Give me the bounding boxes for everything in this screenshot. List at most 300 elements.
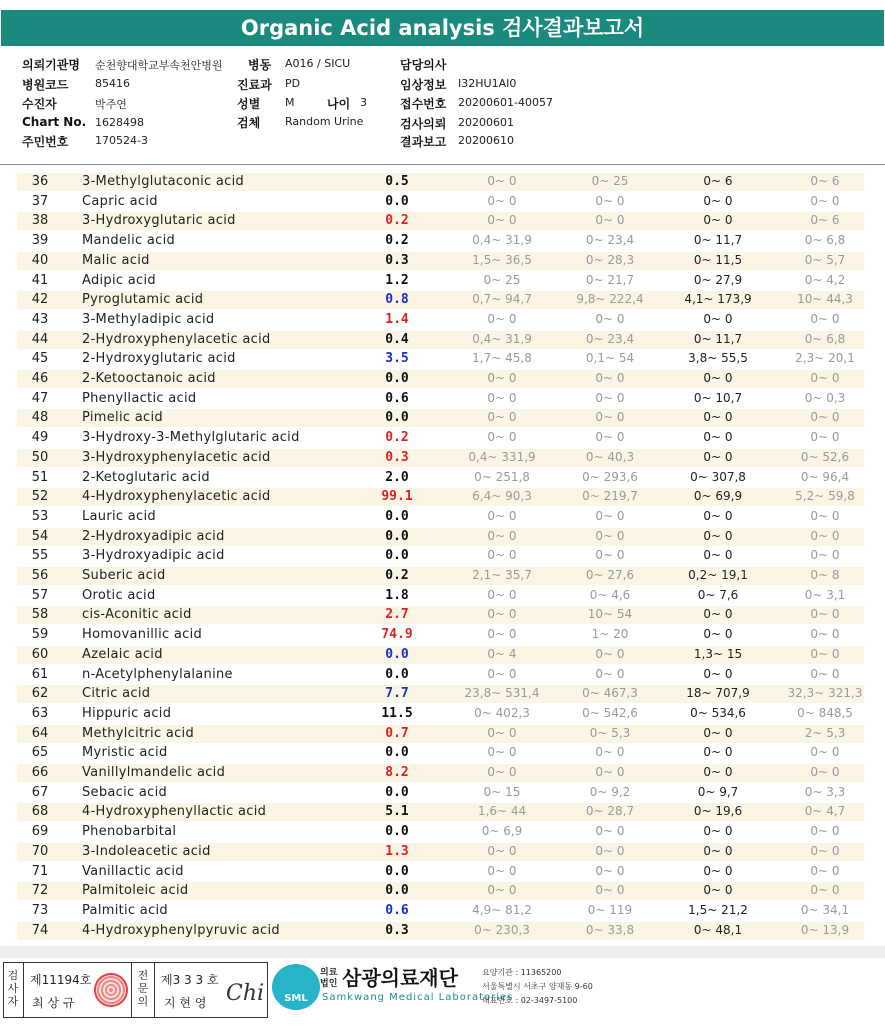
reference-range-4: 0~ 6 [810, 213, 840, 228]
reference-range-2: 0~ 23,4 [585, 233, 635, 248]
reference-range-4: 0~ 0 [810, 508, 840, 523]
reference-range-1: 0,4~ 31,9 [472, 331, 532, 346]
reference-range-3: 0~ 0 [703, 863, 733, 878]
reference-range-3: 0~ 0 [703, 548, 733, 563]
receipt-no-label: 접수번호 [400, 97, 447, 111]
reference-range-4: 0~ 96,4 [800, 469, 850, 484]
inspector-name: 최 상 규 [32, 996, 75, 1010]
reference-range-2: 0~ 0 [595, 843, 625, 858]
reference-range-1: 0~ 0 [487, 311, 517, 326]
specimen-label: 검체 [237, 116, 261, 130]
reference-range-1: 0,4~ 331,9 [468, 449, 536, 464]
result-value: 0.0 [385, 193, 409, 209]
row-number: 47 [31, 390, 49, 406]
reference-range-1: 1,6~ 44 [477, 804, 527, 819]
reference-range-4: 0~ 6,8 [804, 331, 846, 346]
org-address: 서울특별시 서초구 양재동 9-60 [482, 982, 593, 991]
table-row [0, 271, 885, 291]
table-row [0, 290, 885, 310]
reference-range-2: 0~ 0 [595, 410, 625, 425]
signature: Chi [226, 981, 265, 1006]
reference-range-4: 0~ 0 [810, 646, 840, 661]
reference-range-3: 0~ 0 [703, 725, 733, 740]
analyte-name: 4-Hydroxyphenyllactic acid [82, 804, 267, 820]
reference-range-4: 0~ 52,6 [800, 449, 850, 464]
result-value: 0.0 [385, 883, 409, 899]
reference-range-1: 0~ 0 [487, 607, 517, 622]
dept-value: PD [285, 77, 301, 90]
hospital-value: 순천향대학교부속천안병원 [95, 59, 223, 72]
reference-range-4: 0~ 0 [810, 607, 840, 622]
result-value: 74.9 [381, 627, 413, 643]
result-value: 0.2 [385, 233, 409, 249]
row-number: 37 [31, 193, 49, 209]
reference-range-3: 0~ 0 [703, 213, 733, 228]
row-number: 46 [31, 371, 49, 386]
reference-range-4: 0~ 0 [810, 666, 840, 681]
analyte-name: Methylcitric acid [82, 725, 195, 741]
row-number: 59 [31, 627, 49, 643]
table-row [0, 743, 885, 763]
reference-range-4: 0~ 0 [810, 371, 840, 385]
table-row [0, 763, 885, 783]
analyte-name: 2-Ketooctanoic acid [82, 371, 216, 386]
reference-range-1: 0~ 0 [487, 528, 517, 543]
reference-range-2: 0~ 25 [591, 174, 629, 188]
table-row [0, 251, 885, 271]
analyte-name: Palmitoleic acid [82, 883, 189, 899]
reference-range-4: 0~ 13,9 [800, 922, 850, 937]
reference-range-3: 0~ 0 [703, 607, 733, 622]
reference-range-2: 0~ 5,3 [589, 725, 631, 740]
table-row [0, 428, 885, 448]
result-value: 0.4 [385, 331, 409, 347]
specimen-value: Random Urine [285, 115, 364, 128]
table-row [0, 862, 885, 882]
analyte-name: 2-Hydroxyadipic acid [82, 528, 225, 544]
reference-range-2: 10~ 54 [587, 607, 633, 622]
reference-range-1: 0~ 0 [487, 863, 517, 878]
reference-range-4: 0~ 848,5 [797, 705, 853, 720]
analyte-name: 3-Methyladipic acid [82, 311, 215, 327]
chart-no-label: Chart No. [22, 115, 87, 129]
reference-range-2: 0~ 28,7 [585, 804, 635, 819]
row-number: 42 [31, 292, 49, 308]
reference-range-3: 0~ 9,7 [697, 784, 739, 799]
chart-no-value: 1628498 [95, 116, 144, 129]
ward-value: A016 / SICU [285, 57, 351, 70]
reference-range-2: 9,8~ 222,4 [576, 292, 644, 307]
reference-range-4: 0~ 0 [810, 745, 840, 760]
reference-range-4: 0~ 3,3 [804, 784, 846, 799]
reference-range-4: 0~ 0 [810, 193, 840, 208]
reference-range-1: 0,7~ 94,7 [472, 292, 532, 307]
result-value: 2.7 [385, 607, 409, 623]
analyte-name: Sebacic acid [82, 784, 168, 800]
reference-range-3: 4,1~ 173,9 [684, 292, 752, 307]
reference-range-2: 0~ 28,3 [585, 252, 635, 267]
result-date-value: 20200610 [458, 134, 514, 147]
reference-range-4: 0~ 8 [810, 568, 840, 582]
result-value: 0.0 [385, 548, 409, 564]
result-value: 0.8 [385, 292, 409, 308]
table-row [0, 566, 885, 586]
row-number: 64 [31, 725, 49, 741]
sex-label: 성별 [237, 97, 261, 111]
table-row [0, 468, 885, 488]
hospital-code-value: 85416 [95, 77, 130, 90]
analyte-name: n-Acetylphenylalanine [82, 666, 233, 682]
reference-range-2: 0~ 40,3 [585, 449, 635, 464]
table-row [0, 802, 885, 822]
reference-range-2: 0~ 21,7 [585, 272, 635, 287]
reference-range-3: 0~ 10,7 [693, 390, 743, 405]
analyte-name: 4-Hydroxyphenylpyruvic acid [82, 922, 280, 938]
reference-range-4: 32,3~ 321,3 [787, 686, 863, 701]
result-value: 0.0 [385, 824, 409, 840]
table-row [0, 704, 885, 724]
result-value: 0.6 [385, 390, 409, 406]
reference-range-2: 0~ 0 [595, 390, 625, 405]
reference-range-3: 0~ 0 [703, 410, 733, 425]
result-value: 8.2 [385, 765, 409, 780]
table-row [0, 389, 885, 409]
specialist-label: 전문의 [137, 969, 149, 1008]
analyte-name: Orotic acid [82, 587, 156, 603]
row-number: 62 [31, 686, 49, 702]
reference-range-3: 0~ 0 [703, 371, 733, 385]
result-value: 3.5 [385, 351, 409, 367]
reference-range-3: 1,5~ 21,2 [688, 902, 748, 917]
reference-range-3: 0~ 11,7 [693, 331, 743, 346]
reference-range-1: 0~ 0 [487, 508, 517, 523]
row-number: 72 [31, 883, 49, 899]
reference-range-1: 0~ 15 [483, 784, 521, 799]
report-header [0, 0, 885, 56]
reference-range-4: 0~ 0 [810, 548, 840, 563]
result-value: 0.2 [385, 430, 409, 446]
reference-range-2: 0~ 4,6 [589, 587, 631, 602]
hospital-code-label: 병원코드 [22, 78, 69, 92]
table-row [0, 507, 885, 527]
result-value: 0.0 [385, 745, 409, 761]
row-number: 65 [31, 745, 49, 761]
table-row [0, 369, 885, 389]
reference-range-2: 0~ 0 [595, 863, 625, 878]
reference-range-1: 1,7~ 45,8 [472, 351, 532, 366]
row-number: 51 [31, 469, 49, 485]
reference-range-3: 0~ 0 [703, 193, 733, 208]
reference-range-2: 0~ 0 [595, 213, 625, 228]
reference-range-1: 0~ 251,8 [474, 469, 530, 484]
table-row [0, 231, 885, 251]
reference-range-2: 0~ 467,3 [582, 686, 638, 701]
reference-range-1: 0~ 0 [487, 765, 517, 779]
reference-range-3: 0~ 27,9 [693, 272, 743, 287]
reference-range-1: 0~ 0 [487, 390, 517, 405]
reference-range-2: 0~ 33,8 [585, 922, 635, 937]
reference-range-2: 0~ 0 [595, 646, 625, 661]
row-number: 53 [31, 508, 49, 524]
reference-range-4: 0~ 34,1 [800, 902, 850, 917]
reference-range-1: 23,8~ 531,4 [464, 686, 540, 701]
reference-range-2: 0~ 293,6 [582, 469, 638, 484]
result-value: 7.7 [385, 686, 409, 702]
row-number: 38 [31, 213, 49, 229]
analyte-name: Citric acid [82, 686, 151, 702]
row-number: 63 [31, 705, 49, 721]
reference-range-1: 0~ 0 [487, 725, 517, 740]
row-number: 67 [31, 784, 49, 800]
reference-range-2: 0~ 0 [595, 548, 625, 563]
reference-range-4: 0~ 3,1 [804, 587, 846, 602]
reference-range-2: 0~ 27,6 [585, 568, 635, 582]
reference-range-3: 0~ 0 [703, 765, 733, 779]
analyte-name: 3-Hydroxyadipic acid [82, 548, 225, 564]
table-row [0, 211, 885, 231]
row-number: 49 [31, 430, 49, 446]
table-row [0, 310, 885, 330]
reference-range-2: 0,1~ 54 [585, 351, 635, 366]
table-row [0, 645, 885, 665]
reference-range-3: 0~ 6 [703, 174, 733, 188]
table-row [0, 881, 885, 901]
result-value: 0.0 [385, 863, 409, 879]
reference-range-1: 0~ 25 [483, 272, 521, 287]
dept-label: 진료과 [237, 78, 272, 92]
analyte-name: Mandelic acid [82, 233, 176, 249]
result-value: 0.0 [385, 646, 409, 662]
table-row [0, 192, 885, 212]
report-title: Organic Acid analysis 검사결과보고서 [1, 10, 884, 46]
analyte-name: Phenobarbital [82, 824, 177, 840]
reference-range-4: 0~ 0 [810, 843, 840, 858]
reference-range-4: 0~ 0 [810, 765, 840, 779]
result-value: 0.0 [385, 528, 409, 544]
table-row [0, 684, 885, 704]
reference-range-1: 0~ 0 [487, 371, 517, 385]
org-phone: 대표번호 : 02-3497-5100 [482, 996, 578, 1005]
reference-range-2: 0~ 0 [595, 883, 625, 898]
analyte-name: Myristic acid [82, 745, 168, 761]
reference-range-1: 0~ 0 [487, 430, 517, 445]
reference-range-2: 0~ 0 [595, 508, 625, 523]
clinical-info-value: I32HU1AI0 [458, 77, 517, 90]
sex-value: M [285, 96, 295, 109]
reference-range-3: 0~ 0 [703, 843, 733, 858]
row-number: 57 [31, 587, 49, 603]
inspector-label: 검사자 [7, 969, 19, 1008]
org-type: 의료법인 [320, 968, 338, 989]
analyte-name: 3-Hydroxy-3-Methylglutaric acid [82, 430, 300, 446]
table-row [0, 408, 885, 428]
row-number: 40 [31, 252, 49, 268]
reference-range-4: 0~ 0 [810, 824, 840, 839]
reference-range-1: 0~ 0 [487, 587, 517, 602]
reference-range-3: 0~ 0 [703, 745, 733, 760]
org-name: 삼광의료재단 [342, 966, 458, 990]
reference-range-3: 0~ 0 [703, 824, 733, 839]
row-number: 43 [31, 311, 49, 327]
care-institution-no: 요양기관 : 11365200 [482, 968, 562, 977]
table-row [0, 546, 885, 566]
table-row [0, 527, 885, 547]
result-value: 0.2 [385, 213, 409, 229]
reference-range-4: 0~ 0 [810, 528, 840, 543]
result-value: 0.7 [385, 725, 409, 741]
reference-range-4: 10~ 44,3 [797, 292, 853, 307]
reference-range-3: 1,3~ 15 [693, 646, 743, 661]
reference-range-2: 0~ 0 [595, 430, 625, 445]
reference-range-3: 0~ 0 [703, 883, 733, 898]
receipt-no-value: 20200601-40057 [458, 96, 553, 109]
result-value: 11.5 [381, 705, 413, 721]
analyte-name: Hippuric acid [82, 705, 172, 721]
report-footer [0, 958, 885, 1026]
row-number: 71 [31, 863, 49, 879]
result-value: 1.3 [385, 843, 409, 859]
reference-range-1: 0~ 0 [487, 843, 517, 858]
result-value: 1.8 [385, 587, 409, 603]
reference-range-3: 0~ 307,8 [690, 469, 746, 484]
patient-info-panel [0, 50, 885, 165]
ward-label: 병동 [248, 58, 272, 72]
reference-range-4: 0~ 0 [810, 863, 840, 878]
analyte-name: Adipic acid [82, 272, 156, 288]
result-value: 0.3 [385, 252, 409, 268]
table-row [0, 665, 885, 685]
analyte-name: 4-Hydroxyphenylacetic acid [82, 489, 271, 505]
row-number: 52 [31, 489, 49, 505]
reference-range-1: 0~ 230,3 [474, 922, 530, 937]
reference-range-4: 0~ 5,7 [804, 252, 846, 267]
reference-range-4: 2~ 5,3 [804, 725, 846, 740]
analyte-name: Vanillactic acid [82, 863, 184, 879]
reference-range-1: 0~ 402,3 [474, 705, 530, 720]
row-number: 39 [31, 233, 49, 249]
row-number: 54 [31, 528, 49, 544]
analyte-name: cis-Aconitic acid [82, 607, 192, 623]
reference-range-4: 2,3~ 20,1 [795, 351, 855, 366]
result-date-label: 결과보고 [400, 135, 447, 149]
reference-range-1: 0~ 0 [487, 883, 517, 898]
reference-range-1: 0~ 4 [487, 646, 517, 661]
analyte-name: Capric acid [82, 193, 158, 209]
analyte-name: Azelaic acid [82, 646, 163, 662]
analyte-name: Homovanillic acid [82, 627, 203, 643]
signature-box [3, 962, 268, 1018]
row-number: 69 [31, 824, 49, 840]
row-number: 48 [31, 410, 49, 426]
patient-label: 수진자 [22, 97, 57, 111]
table-row [0, 724, 885, 744]
reference-range-3: 0~ 0 [703, 666, 733, 681]
reference-range-2: 0~ 0 [595, 745, 625, 760]
result-value: 0.0 [385, 508, 409, 524]
result-value: 1.2 [385, 272, 409, 288]
analyte-name: 3-Hydroxyglutaric acid [82, 213, 236, 229]
row-number: 41 [31, 272, 49, 288]
reference-range-1: 0~ 0 [487, 174, 517, 188]
reference-range-1: 0~ 0 [487, 666, 517, 681]
table-bottom-strip [0, 946, 885, 958]
reference-range-3: 0~ 0 [703, 311, 733, 326]
reference-range-4: 0~ 0 [810, 627, 840, 642]
reference-range-2: 0~ 0 [595, 311, 625, 326]
analyte-name: Vanillylmandelic acid [82, 765, 226, 780]
reference-range-1: 0~ 0 [487, 410, 517, 425]
sml-logo [272, 964, 320, 1010]
result-value: 0.3 [385, 449, 409, 465]
inspector-seal [94, 973, 128, 1007]
reference-range-4: 0~ 0,3 [804, 390, 846, 405]
table-row [0, 330, 885, 350]
reference-range-3: 3,8~ 55,5 [688, 351, 748, 366]
logo-text: SML [284, 993, 308, 1004]
result-value: 1.4 [385, 311, 409, 327]
table-row [0, 448, 885, 468]
reference-range-3: 0~ 19,6 [693, 804, 743, 819]
table-row [0, 783, 885, 803]
row-number: 60 [31, 646, 49, 662]
inspector-license: 제11194호 [30, 973, 92, 987]
reference-range-3: 0,2~ 19,1 [688, 568, 748, 582]
row-number: 68 [31, 804, 49, 820]
reference-range-1: 0~ 0 [487, 548, 517, 563]
reference-range-3: 0~ 11,5 [693, 252, 743, 267]
result-value: 0.0 [385, 784, 409, 800]
reference-range-4: 0~ 0 [810, 430, 840, 445]
doctor-label: 담당의사 [400, 58, 447, 72]
analyte-name: 2-Ketoglutaric acid [82, 469, 210, 485]
table-row [0, 605, 885, 625]
row-number: 56 [31, 568, 49, 583]
row-number: 44 [31, 331, 49, 347]
table-row [0, 842, 885, 862]
request-date-label: 검사의뢰 [400, 117, 447, 131]
row-number: 45 [31, 351, 49, 367]
reference-range-4: 0~ 4,7 [804, 804, 846, 819]
result-value: 0.2 [385, 568, 409, 583]
analyte-name: Lauric acid [82, 508, 156, 524]
reference-range-3: 0~ 0 [703, 449, 733, 464]
reference-range-3: 0~ 534,6 [690, 705, 746, 720]
results-table [0, 170, 885, 940]
row-number: 74 [31, 922, 49, 938]
clinical-info-label: 임상정보 [400, 78, 447, 92]
reference-range-1: 0~ 0 [487, 193, 517, 208]
reference-range-2: 0~ 9,2 [589, 784, 631, 799]
row-number: 50 [31, 449, 49, 465]
specialist-name: 지 현 영 [164, 996, 207, 1010]
reference-range-2: 0~ 0 [595, 666, 625, 681]
reference-range-3: 0~ 7,6 [697, 587, 739, 602]
table-row [0, 487, 885, 507]
reference-range-2: 0~ 119 [587, 902, 633, 917]
org-english-name: Samkwang Medical Laboratories [322, 992, 514, 1003]
reference-range-4: 0~ 6,8 [804, 233, 846, 248]
analyte-name: Phenyllactic acid [82, 390, 197, 406]
reference-range-2: 0~ 23,4 [585, 331, 635, 346]
reference-range-1: 6,4~ 90,3 [472, 489, 532, 504]
patient-value: 박주연 [95, 98, 127, 111]
analyte-name: 3-Methylglutaconic acid [82, 174, 245, 189]
id-no-value: 170524-3 [95, 134, 148, 147]
row-number: 55 [31, 548, 49, 564]
reference-range-2: 0~ 0 [595, 371, 625, 385]
result-value: 0.6 [385, 902, 409, 918]
reference-range-4: 0~ 6 [810, 174, 840, 188]
